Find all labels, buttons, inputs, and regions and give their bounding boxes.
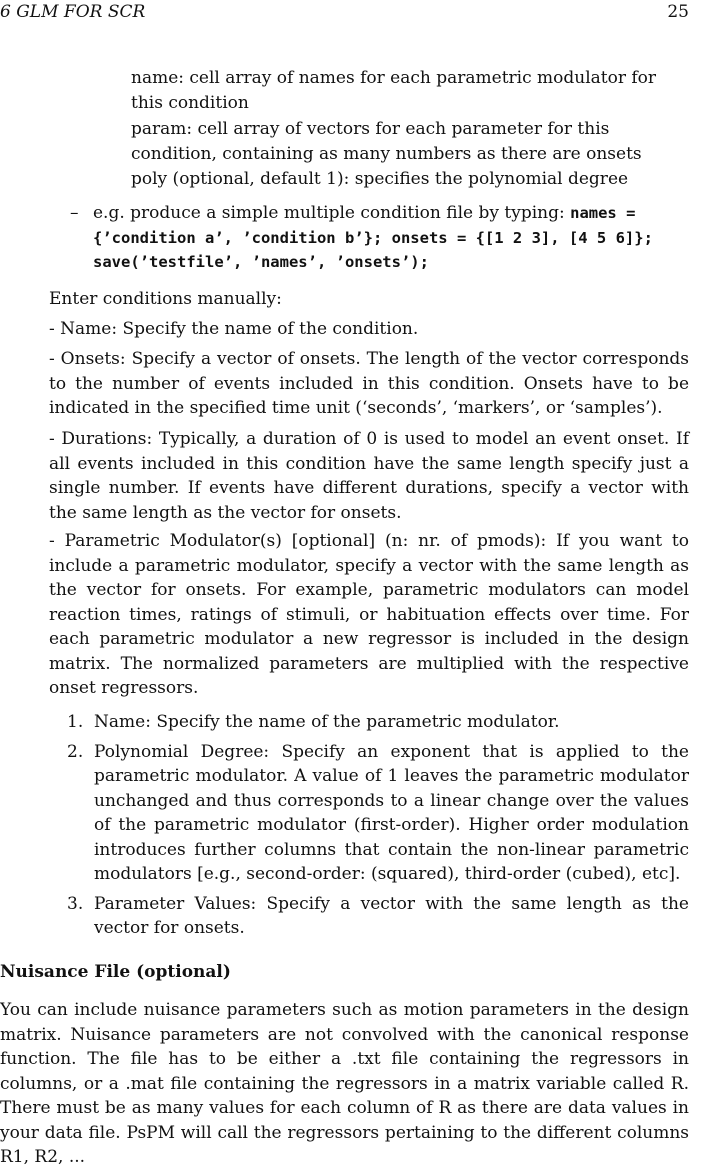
example-body (93, 201, 710, 275)
list-item-text: Polynomial Degree: Specify an exponent that is applied to the parametric modulator. A value of 1 leaves the parametric modulator unchanged and thus corresponds to a linear change over the values of the parametric modulator (first-order). Higher order modulation introduces further columns that contain the non-linear parametric modulators [e.g., second-order: (squared), third-order (cubed), etc]. (94, 741, 689, 884)
main-text (49, 347, 689, 429)
code-snippet-3: save(’testfile’, ’names’, ’onsets’); (93, 253, 429, 271)
sub-item-poly (131, 167, 691, 194)
list-item (49, 710, 689, 735)
section-paragraph: You can include nuisance parameters such as motion parameters in the design matrix. Nuisance parameters are not convolved with the canonical response function. The file has to be either a .txt file containing the regressors in columns, or a .mat file containing the regressors in a matrix variable called R. There must be as many values for each column of R as there are data values in your data file. PsPM will call the regressors pertaining to the different columns R1, R2, ... (0, 1000, 689, 1167)
paragraph-name: - Name: Specify the name of the condition. (49, 319, 419, 339)
main-text (49, 529, 689, 709)
code-snippet-1: names = (570, 204, 636, 222)
sub-item-name (131, 66, 691, 117)
paragraph-enter-conditions: Enter conditions manually: (49, 289, 282, 309)
page-header (0, 0, 689, 24)
sub-item-text: poly (optional, default 1): specifies the polynomial degree (131, 169, 629, 189)
list-dash: – (70, 203, 79, 223)
paragraph-durations: - Durations: Typically, a duration of 0 is used to model an event onset. If all events included in this condition have the same length specify just a single number. If events have different durations, specify a vector with the same length as the vector for onsets. (49, 429, 689, 523)
list-number: 2. (67, 741, 84, 762)
sub-item-text: name: cell array of names for each parametric modulator for this condition (131, 68, 657, 113)
paragraph-parametric-modulator: - Parametric Modulator(s) [optional] (n: nr. of pmods): If you want to include a parametric modulator, specify a vector with the same length as the vector for onsets. For example, parametric modulators can model reaction times, ratings of stimuli, or habituation effects over time. For each parametric modulator a new regressor is included in the design matrix. The normalized parameters are multiplied with the respective onset regressors. (49, 531, 689, 698)
section-heading: Nuisance File (optional) (0, 962, 231, 982)
main-text (49, 317, 689, 350)
sub-item-text: param: cell array of vectors for each parameter for this condition, containing as many numbers as there are onsets (131, 119, 642, 164)
main-text (49, 287, 689, 320)
page-number: 25 (667, 2, 689, 22)
list-item-text: Parameter Values: Specify a vector with the same length as the vector for onsets. (94, 893, 689, 938)
code-snippet-2: {’condition a’, ’condition b’}; onsets = {[1 2 3], [4 5 6]}; (93, 228, 653, 247)
example-intro: e.g. produce a simple multiple condition file by typing: (93, 203, 571, 223)
main-text (49, 427, 689, 533)
list-number: 3. (67, 893, 84, 914)
list-item (49, 892, 689, 941)
list-number: 1. (67, 712, 84, 732)
running-title: 6 GLM FOR SCR (0, 2, 146, 22)
example-item (70, 201, 710, 275)
list-item-text: Name: Specify the name of the parametric modulator. (94, 712, 560, 732)
sub-item-param (131, 117, 691, 168)
list-item (49, 740, 689, 887)
numbered-list (49, 710, 689, 946)
paragraph-onsets: - Onsets: Specify a vector of onsets. The length of the vector corresponds to the number of events included in this condition. Onsets have to be indicated in the specified time unit (‘seconds’, ‘markers’, or ‘samples’). (49, 349, 689, 418)
